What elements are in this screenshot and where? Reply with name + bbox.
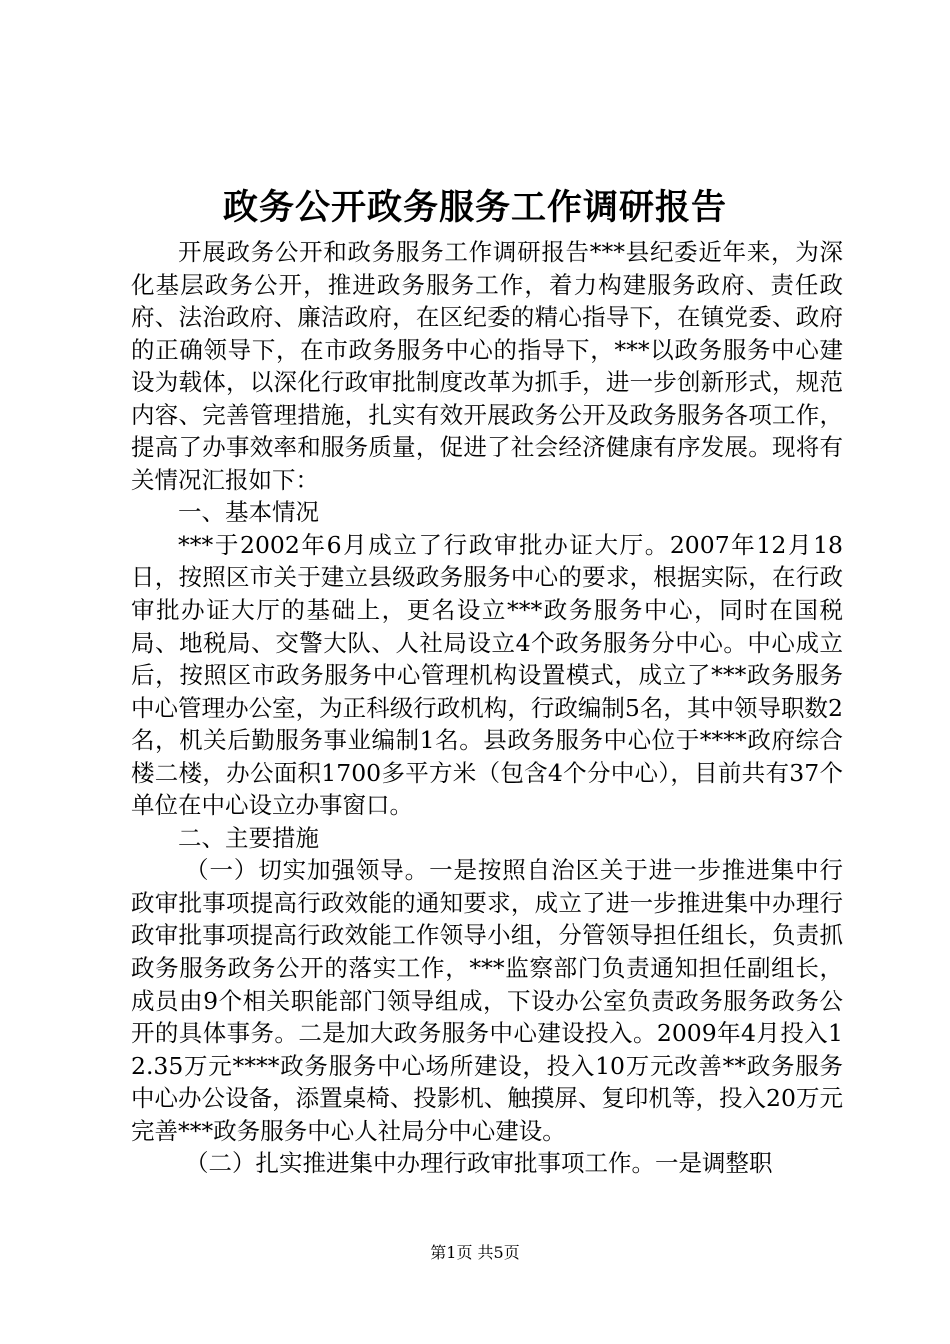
page-footer: 第1页 共5页 [430,1243,520,1262]
section-heading-basic-situation: 一、基本情况 [178,498,319,527]
measures-paragraph-1: （一）切实加强领导。一是按照自治区关于进一步推进集中行政审批事项提高行政效能的通知要求，成立了进一步推进集中办理行政审批事项提高行政效能工作领导小组，分管领导担任组长，负责抓政务服务政务公开的落实工作，***监察部门负责通知担任副组长，成员由9个相关职能部门领导组成，下设办公室负责政务服务政务公开的具体事务。二是加大政务服务中心建设投入。2009年4月投入12.35万元****政务服务中心场所建设，投入10万元改善**政务服务中心办公设备，添置桌椅、投影机、触摸屏、复印机等，投入20万元完善***政务服务中心人社局分中心建设。 [131,856,843,1145]
intro-paragraph: 开展政务公开和政务服务工作调研报告***县纪委近年来，为深化基层政务公开，推进政务服务工作，着力构建服务政府、责任政府、法治政府、廉洁政府，在区纪委的精心指导下，在镇党委、政府的正确领导下，在市政务服务中心的指导下，***以政务服务中心建设为载体，以深化行政审批制度改革为抓手，进一步创新形式，规范内容、完善管理措施，扎实有效开展政务公开及政务服务各项工作，提高了办事效率和服务质量，促进了社会经济健康有序发展。现将有关情况汇报如下： [131,238,843,494]
document-title: 政务公开政务服务工作调研报告 [222,187,727,228]
section-heading-main-measures: 二、主要措施 [178,823,319,852]
document-body [131,236,843,1180]
measures-paragraph-2: （二）扎实推进集中办理行政审批事项工作。一是调整职 [185,1149,773,1178]
basic-situation-paragraph: ***于2002年6月成立了行政审批办证大厅。2007年12月18日，按照区市关于建立县级政务服务中心的要求，根据实际，在行政审批办证大厅的基础上，更名设立***政务服务中心，同时在国税局、地税局、交警大队、人社局设立4个政务服务分中心。中心成立后，按照区市政务服务中心管理机构设置模式，成立了***政务服务中心管理办公室，为正科级行政机构，行政编制5名，其中领导职数2名，机关后勤服务事业编制1名。县政务服务中心位于****政府综合楼二楼，办公面积1700多平方米（包含4个分中心），目前共有37个单位在中心设立办事窗口。 [131,530,843,820]
